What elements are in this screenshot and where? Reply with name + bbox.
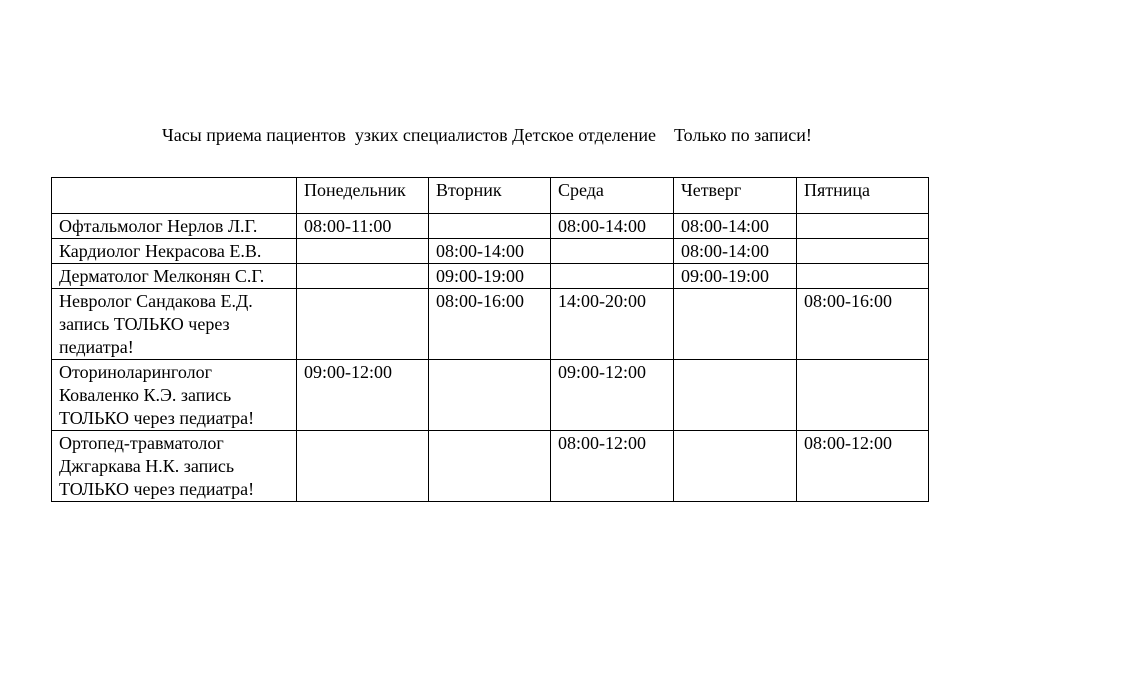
time-cell: [797, 214, 929, 239]
time-cell: [674, 360, 797, 431]
table-row: [52, 431, 929, 502]
header-cell-corner: [52, 178, 297, 214]
specialist-cell: Оториноларинголог Коваленко К.Э. запись ТОЛЬКО через педиатра!: [52, 360, 297, 431]
time-cell: 08:00-14:00: [429, 239, 551, 264]
time-cell: [429, 431, 551, 502]
time-cell: 08:00-16:00: [797, 289, 929, 360]
table-row: [52, 289, 929, 360]
specialist-cell: Кардиолог Некрасова Е.В.: [52, 239, 297, 264]
time-cell: [797, 239, 929, 264]
time-cell: 08:00-14:00: [674, 214, 797, 239]
header-cell-wednesday: Среда: [551, 178, 674, 214]
specialist-cell: Ортопед-травматолог Джгаркава Н.К. запись ТОЛЬКО через педиатра!: [52, 431, 297, 502]
time-cell: [297, 431, 429, 502]
time-cell: [429, 360, 551, 431]
table-row: [52, 239, 929, 264]
page-title: Часы приема пациентов узких специалистов Детское отделение Только по записи!: [162, 125, 812, 145]
time-cell: 08:00-14:00: [674, 239, 797, 264]
table-header-row: [52, 178, 929, 214]
schedule-table: [51, 177, 929, 502]
time-cell: 08:00-14:00: [551, 214, 674, 239]
time-cell: 08:00-11:00: [297, 214, 429, 239]
table-row: [52, 264, 929, 289]
header-cell-tuesday: Вторник: [429, 178, 551, 214]
specialist-cell: Невролог Сандакова Е.Д. запись ТОЛЬКО через педиатра!: [52, 289, 297, 360]
specialist-cell: Офтальмолог Нерлов Л.Г.: [52, 214, 297, 239]
header-cell-monday: Понедельник: [297, 178, 429, 214]
time-cell: [297, 289, 429, 360]
time-cell: 09:00-12:00: [297, 360, 429, 431]
time-cell: 08:00-12:00: [797, 431, 929, 502]
time-cell: 09:00-19:00: [429, 264, 551, 289]
time-cell: [674, 431, 797, 502]
table-row: [52, 214, 929, 239]
time-cell: 09:00-19:00: [674, 264, 797, 289]
time-cell: 14:00-20:00: [551, 289, 674, 360]
time-cell: 08:00-12:00: [551, 431, 674, 502]
time-cell: [297, 239, 429, 264]
time-cell: [551, 264, 674, 289]
time-cell: 08:00-16:00: [429, 289, 551, 360]
header-cell-thursday: Четверг: [674, 178, 797, 214]
time-cell: [797, 264, 929, 289]
header-cell-friday: Пятница: [797, 178, 929, 214]
table-row: [52, 360, 929, 431]
time-cell: [797, 360, 929, 431]
time-cell: [429, 214, 551, 239]
specialist-cell: Дерматолог Мелконян С.Г.: [52, 264, 297, 289]
time-cell: [674, 289, 797, 360]
time-cell: [297, 264, 429, 289]
time-cell: [551, 239, 674, 264]
time-cell: 09:00-12:00: [551, 360, 674, 431]
